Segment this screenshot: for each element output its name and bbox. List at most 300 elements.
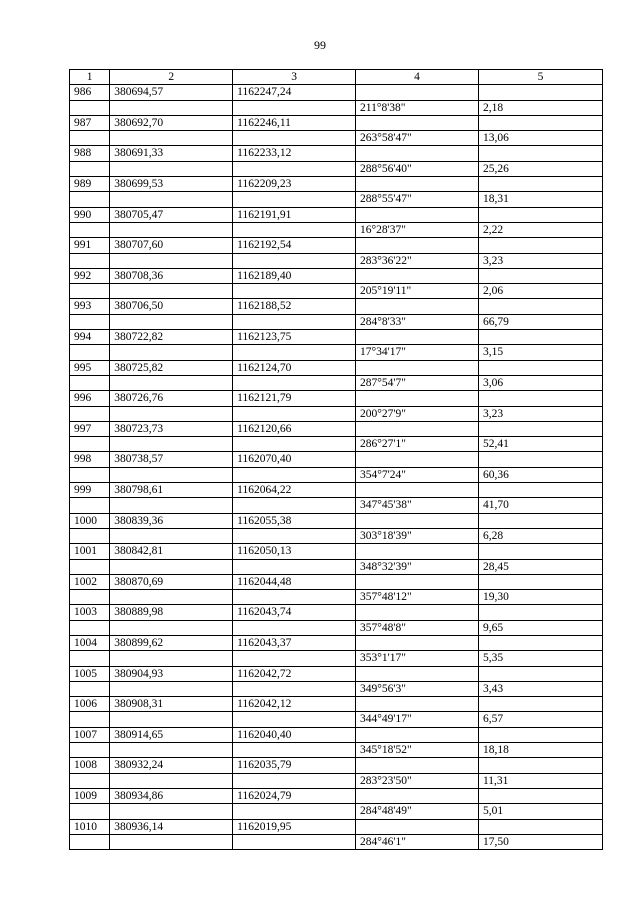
y-coordinate-cell: 1162043,37: [233, 635, 356, 650]
x-coordinate-cell: 380722,82: [110, 330, 233, 345]
point-number-cell: 999: [70, 483, 110, 498]
table-row: [70, 743, 603, 758]
length-cell: 3,23: [478, 406, 602, 421]
x-coordinate-cell: [110, 100, 233, 115]
y-coordinate-cell: 1162050,13: [233, 544, 356, 559]
point-number-cell: 1000: [70, 513, 110, 528]
point-number-cell: [70, 651, 110, 666]
y-coordinate-cell: [233, 437, 356, 452]
x-coordinate-cell: 380705,47: [110, 207, 233, 222]
point-number-cell: [70, 284, 110, 299]
y-coordinate-cell: [233, 559, 356, 574]
point-number-cell: [70, 620, 110, 635]
table-row: [70, 834, 603, 849]
x-coordinate-cell: 380842,81: [110, 544, 233, 559]
table-row: [70, 85, 603, 100]
length-cell: [478, 483, 602, 498]
table-row: [70, 437, 603, 452]
table-row: [70, 391, 603, 406]
direction-angle-cell: [356, 268, 479, 283]
direction-angle-cell: 16°28'37": [356, 222, 479, 237]
direction-angle-cell: 349°56'3": [356, 681, 479, 696]
point-number-cell: 1010: [70, 819, 110, 834]
x-coordinate-cell: [110, 437, 233, 452]
direction-angle-cell: 284°46'1": [356, 834, 479, 849]
x-coordinate-cell: [110, 834, 233, 849]
point-number-cell: 1006: [70, 697, 110, 712]
y-coordinate-cell: [233, 651, 356, 666]
point-number-cell: [70, 100, 110, 115]
point-number-cell: 1007: [70, 727, 110, 742]
y-coordinate-cell: [233, 804, 356, 819]
table-row: [70, 207, 603, 222]
length-cell: [478, 268, 602, 283]
table-row: [70, 467, 603, 482]
direction-angle-cell: 205°19'11": [356, 284, 479, 299]
length-cell: 18,18: [478, 743, 602, 758]
direction-angle-cell: 345°18'52": [356, 743, 479, 758]
y-coordinate-cell: [233, 620, 356, 635]
x-coordinate-cell: 380694,57: [110, 85, 233, 100]
y-coordinate-cell: 1162064,22: [233, 483, 356, 498]
point-number-cell: 1002: [70, 574, 110, 589]
table-row: [70, 238, 603, 253]
length-cell: 52,41: [478, 437, 602, 452]
table-row: [70, 483, 603, 498]
x-coordinate-cell: [110, 559, 233, 574]
point-number-cell: [70, 192, 110, 207]
point-number-cell: 992: [70, 268, 110, 283]
x-coordinate-cell: 380870,69: [110, 574, 233, 589]
length-cell: [478, 544, 602, 559]
x-coordinate-cell: 380726,76: [110, 391, 233, 406]
length-cell: 66,79: [478, 314, 602, 329]
direction-angle-cell: [356, 727, 479, 742]
table-row: [70, 773, 603, 788]
direction-angle-cell: 283°36'22": [356, 253, 479, 268]
y-coordinate-cell: 1162124,70: [233, 360, 356, 375]
direction-angle-cell: 353°1'17": [356, 651, 479, 666]
y-coordinate-cell: 1162070,40: [233, 452, 356, 467]
table-row: [70, 498, 603, 513]
length-cell: 6,28: [478, 528, 602, 543]
x-coordinate-cell: [110, 773, 233, 788]
length-cell: [478, 299, 602, 314]
y-coordinate-cell: [233, 253, 356, 268]
direction-angle-cell: [356, 360, 479, 375]
y-coordinate-cell: [233, 712, 356, 727]
y-coordinate-cell: 1162233,12: [233, 146, 356, 161]
table-row: [70, 528, 603, 543]
length-cell: 17,50: [478, 834, 602, 849]
direction-angle-cell: [356, 299, 479, 314]
point-number-cell: 986: [70, 85, 110, 100]
table-row: [70, 697, 603, 712]
table-row: [70, 375, 603, 390]
x-coordinate-cell: 380889,98: [110, 605, 233, 620]
direction-angle-cell: [356, 513, 479, 528]
length-cell: [478, 666, 602, 681]
direction-angle-cell: [356, 574, 479, 589]
point-number-cell: 997: [70, 421, 110, 436]
table-row: [70, 115, 603, 130]
direction-angle-cell: [356, 697, 479, 712]
direction-angle-cell: 287°54'7": [356, 375, 479, 390]
point-number-cell: [70, 467, 110, 482]
y-coordinate-cell: [233, 406, 356, 421]
y-coordinate-cell: 1162123,75: [233, 330, 356, 345]
length-cell: [478, 85, 602, 100]
direction-angle-cell: 348°32'39": [356, 559, 479, 574]
point-number-cell: [70, 498, 110, 513]
column-header-5: 5: [478, 70, 602, 85]
length-cell: [478, 391, 602, 406]
x-coordinate-cell: 380738,57: [110, 452, 233, 467]
x-coordinate-cell: 380908,31: [110, 697, 233, 712]
page-number: 99: [314, 38, 326, 52]
y-coordinate-cell: 1162191,91: [233, 207, 356, 222]
table-row: [70, 819, 603, 834]
table-row: [70, 330, 603, 345]
length-cell: 60,36: [478, 467, 602, 482]
length-cell: [478, 727, 602, 742]
direction-angle-cell: 286°27'1": [356, 437, 479, 452]
table-row: [70, 131, 603, 146]
point-number-cell: 988: [70, 146, 110, 161]
direction-angle-cell: 263°58'47": [356, 131, 479, 146]
direction-angle-cell: 357°48'12": [356, 590, 479, 605]
y-coordinate-cell: [233, 467, 356, 482]
x-coordinate-cell: [110, 712, 233, 727]
direction-angle-cell: 357°48'8": [356, 620, 479, 635]
point-number-cell: [70, 559, 110, 574]
y-coordinate-cell: [233, 222, 356, 237]
x-coordinate-cell: [110, 253, 233, 268]
x-coordinate-cell: 380723,73: [110, 421, 233, 436]
x-coordinate-cell: [110, 528, 233, 543]
direction-angle-cell: [356, 85, 479, 100]
point-number-cell: [70, 834, 110, 849]
x-coordinate-cell: [110, 131, 233, 146]
point-number-cell: [70, 375, 110, 390]
table-row: [70, 268, 603, 283]
point-number-cell: [70, 314, 110, 329]
x-coordinate-cell: [110, 345, 233, 360]
point-number-cell: 995: [70, 360, 110, 375]
length-cell: 9,65: [478, 620, 602, 635]
y-coordinate-cell: 1162188,52: [233, 299, 356, 314]
point-number-cell: [70, 131, 110, 146]
length-cell: 41,70: [478, 498, 602, 513]
y-coordinate-cell: [233, 375, 356, 390]
x-coordinate-cell: 380798,61: [110, 483, 233, 498]
x-coordinate-cell: [110, 590, 233, 605]
point-number-cell: 998: [70, 452, 110, 467]
point-number-cell: 1005: [70, 666, 110, 681]
y-coordinate-cell: [233, 100, 356, 115]
y-coordinate-cell: 1162019,95: [233, 819, 356, 834]
point-number-cell: [70, 437, 110, 452]
column-header-1: 1: [70, 70, 110, 85]
length-cell: [478, 207, 602, 222]
y-coordinate-cell: 1162189,40: [233, 268, 356, 283]
y-coordinate-cell: [233, 590, 356, 605]
table-row: [70, 620, 603, 635]
length-cell: 2,22: [478, 222, 602, 237]
y-coordinate-cell: 1162043,74: [233, 605, 356, 620]
direction-angle-cell: [356, 452, 479, 467]
table-row: [70, 421, 603, 436]
length-cell: [478, 330, 602, 345]
point-number-cell: 993: [70, 299, 110, 314]
direction-angle-cell: [356, 330, 479, 345]
table-row: [70, 253, 603, 268]
direction-angle-cell: 284°8'33": [356, 314, 479, 329]
length-cell: 2,06: [478, 284, 602, 299]
direction-angle-cell: [356, 758, 479, 773]
y-coordinate-cell: 1162246,11: [233, 115, 356, 130]
header-row: [70, 70, 603, 85]
table-row: [70, 345, 603, 360]
length-cell: [478, 513, 602, 528]
length-cell: 3,43: [478, 681, 602, 696]
x-coordinate-cell: [110, 314, 233, 329]
table-body: [70, 70, 603, 850]
direction-angle-cell: [356, 115, 479, 130]
direction-angle-cell: 288°55'47": [356, 192, 479, 207]
direction-angle-cell: 17°34'17": [356, 345, 479, 360]
direction-angle-cell: 288°56'40": [356, 161, 479, 176]
length-cell: 5,35: [478, 651, 602, 666]
length-cell: 6,57: [478, 712, 602, 727]
x-coordinate-cell: [110, 651, 233, 666]
y-coordinate-cell: 1162247,24: [233, 85, 356, 100]
length-cell: [478, 605, 602, 620]
point-number-cell: [70, 222, 110, 237]
table-row: [70, 406, 603, 421]
direction-angle-cell: [356, 483, 479, 498]
x-coordinate-cell: 380899,62: [110, 635, 233, 650]
length-cell: [478, 238, 602, 253]
y-coordinate-cell: [233, 834, 356, 849]
table-row: [70, 681, 603, 696]
length-cell: [478, 146, 602, 161]
x-coordinate-cell: 380839,36: [110, 513, 233, 528]
length-cell: [478, 360, 602, 375]
y-coordinate-cell: 1162044,48: [233, 574, 356, 589]
table-row: [70, 222, 603, 237]
point-number-cell: [70, 590, 110, 605]
direction-angle-cell: [356, 146, 479, 161]
x-coordinate-cell: [110, 222, 233, 237]
direction-angle-cell: 284°48'49": [356, 804, 479, 819]
y-coordinate-cell: [233, 498, 356, 513]
x-coordinate-cell: [110, 375, 233, 390]
x-coordinate-cell: [110, 467, 233, 482]
direction-angle-cell: [356, 177, 479, 192]
length-cell: 11,31: [478, 773, 602, 788]
point-number-cell: [70, 681, 110, 696]
direction-angle-cell: 344°49'17": [356, 712, 479, 727]
direction-angle-cell: [356, 391, 479, 406]
point-number-cell: [70, 406, 110, 421]
x-coordinate-cell: 380914,65: [110, 727, 233, 742]
column-header-3: 3: [233, 70, 356, 85]
length-cell: 2,18: [478, 100, 602, 115]
y-coordinate-cell: 1162120,66: [233, 421, 356, 436]
y-coordinate-cell: [233, 284, 356, 299]
point-number-cell: [70, 253, 110, 268]
y-coordinate-cell: [233, 192, 356, 207]
y-coordinate-cell: [233, 345, 356, 360]
y-coordinate-cell: 1162042,72: [233, 666, 356, 681]
table-row: [70, 758, 603, 773]
point-number-cell: 994: [70, 330, 110, 345]
y-coordinate-cell: [233, 161, 356, 176]
y-coordinate-cell: 1162042,12: [233, 697, 356, 712]
table-row: [70, 635, 603, 650]
x-coordinate-cell: [110, 498, 233, 513]
y-coordinate-cell: [233, 743, 356, 758]
table-row: [70, 192, 603, 207]
direction-angle-cell: 200°27'9": [356, 406, 479, 421]
x-coordinate-cell: [110, 284, 233, 299]
point-number-cell: 991: [70, 238, 110, 253]
length-cell: [478, 697, 602, 712]
direction-angle-cell: 283°23'50": [356, 773, 479, 788]
x-coordinate-cell: [110, 681, 233, 696]
length-cell: 13,06: [478, 131, 602, 146]
point-number-cell: 1001: [70, 544, 110, 559]
y-coordinate-cell: 1162024,79: [233, 788, 356, 803]
table-row: [70, 452, 603, 467]
point-number-cell: 1008: [70, 758, 110, 773]
point-number-cell: 1004: [70, 635, 110, 650]
table-row: [70, 712, 603, 727]
x-coordinate-cell: 380707,60: [110, 238, 233, 253]
table-row: [70, 544, 603, 559]
table-row: [70, 299, 603, 314]
direction-angle-cell: [356, 605, 479, 620]
table-row: [70, 100, 603, 115]
coordinates-table: [69, 69, 603, 850]
length-cell: 3,06: [478, 375, 602, 390]
table-row: [70, 727, 603, 742]
x-coordinate-cell: [110, 406, 233, 421]
length-cell: 28,45: [478, 559, 602, 574]
x-coordinate-cell: 380699,53: [110, 177, 233, 192]
point-number-cell: [70, 345, 110, 360]
table-row: [70, 574, 603, 589]
direction-angle-cell: [356, 788, 479, 803]
point-number-cell: 1009: [70, 788, 110, 803]
length-cell: [478, 452, 602, 467]
point-number-cell: 1003: [70, 605, 110, 620]
direction-angle-cell: [356, 207, 479, 222]
column-header-4: 4: [356, 70, 479, 85]
y-coordinate-cell: [233, 528, 356, 543]
y-coordinate-cell: 1162192,54: [233, 238, 356, 253]
direction-angle-cell: [356, 635, 479, 650]
y-coordinate-cell: 1162121,79: [233, 391, 356, 406]
length-cell: [478, 574, 602, 589]
length-cell: [478, 421, 602, 436]
y-coordinate-cell: 1162035,79: [233, 758, 356, 773]
direction-angle-cell: [356, 238, 479, 253]
column-header-2: 2: [110, 70, 233, 85]
table-row: [70, 559, 603, 574]
length-cell: [478, 819, 602, 834]
length-cell: 18,31: [478, 192, 602, 207]
x-coordinate-cell: [110, 161, 233, 176]
x-coordinate-cell: 380706,50: [110, 299, 233, 314]
y-coordinate-cell: [233, 314, 356, 329]
direction-angle-cell: 354°7'24": [356, 467, 479, 482]
y-coordinate-cell: [233, 773, 356, 788]
point-number-cell: 990: [70, 207, 110, 222]
point-number-cell: 989: [70, 177, 110, 192]
point-number-cell: [70, 773, 110, 788]
direction-angle-cell: 347°45'38": [356, 498, 479, 513]
point-number-cell: [70, 161, 110, 176]
length-cell: 25,26: [478, 161, 602, 176]
length-cell: 3,15: [478, 345, 602, 360]
x-coordinate-cell: 380692,70: [110, 115, 233, 130]
length-cell: [478, 177, 602, 192]
y-coordinate-cell: [233, 681, 356, 696]
x-coordinate-cell: 380936,14: [110, 819, 233, 834]
y-coordinate-cell: [233, 131, 356, 146]
length-cell: [478, 758, 602, 773]
length-cell: [478, 115, 602, 130]
x-coordinate-cell: 380725,82: [110, 360, 233, 375]
point-number-cell: 996: [70, 391, 110, 406]
length-cell: [478, 788, 602, 803]
table-row: [70, 360, 603, 375]
x-coordinate-cell: [110, 620, 233, 635]
direction-angle-cell: [356, 544, 479, 559]
table-row: [70, 788, 603, 803]
direction-angle-cell: 303°18'39": [356, 528, 479, 543]
table-row: [70, 513, 603, 528]
length-cell: 5,01: [478, 804, 602, 819]
length-cell: 19,30: [478, 590, 602, 605]
table-row: [70, 666, 603, 681]
y-coordinate-cell: 1162040,40: [233, 727, 356, 742]
table-row: [70, 804, 603, 819]
x-coordinate-cell: [110, 743, 233, 758]
direction-angle-cell: [356, 666, 479, 681]
x-coordinate-cell: 380934,86: [110, 788, 233, 803]
direction-angle-cell: 211°8'38": [356, 100, 479, 115]
x-coordinate-cell: [110, 192, 233, 207]
table-row: [70, 590, 603, 605]
table-row: [70, 146, 603, 161]
x-coordinate-cell: 380932,24: [110, 758, 233, 773]
table-row: [70, 314, 603, 329]
x-coordinate-cell: 380691,33: [110, 146, 233, 161]
table-row: [70, 605, 603, 620]
y-coordinate-cell: 1162055,38: [233, 513, 356, 528]
x-coordinate-cell: 380904,93: [110, 666, 233, 681]
y-coordinate-cell: 1162209,23: [233, 177, 356, 192]
x-coordinate-cell: [110, 804, 233, 819]
table-row: [70, 284, 603, 299]
point-number-cell: [70, 743, 110, 758]
table-row: [70, 161, 603, 176]
table-row: [70, 177, 603, 192]
point-number-cell: [70, 804, 110, 819]
